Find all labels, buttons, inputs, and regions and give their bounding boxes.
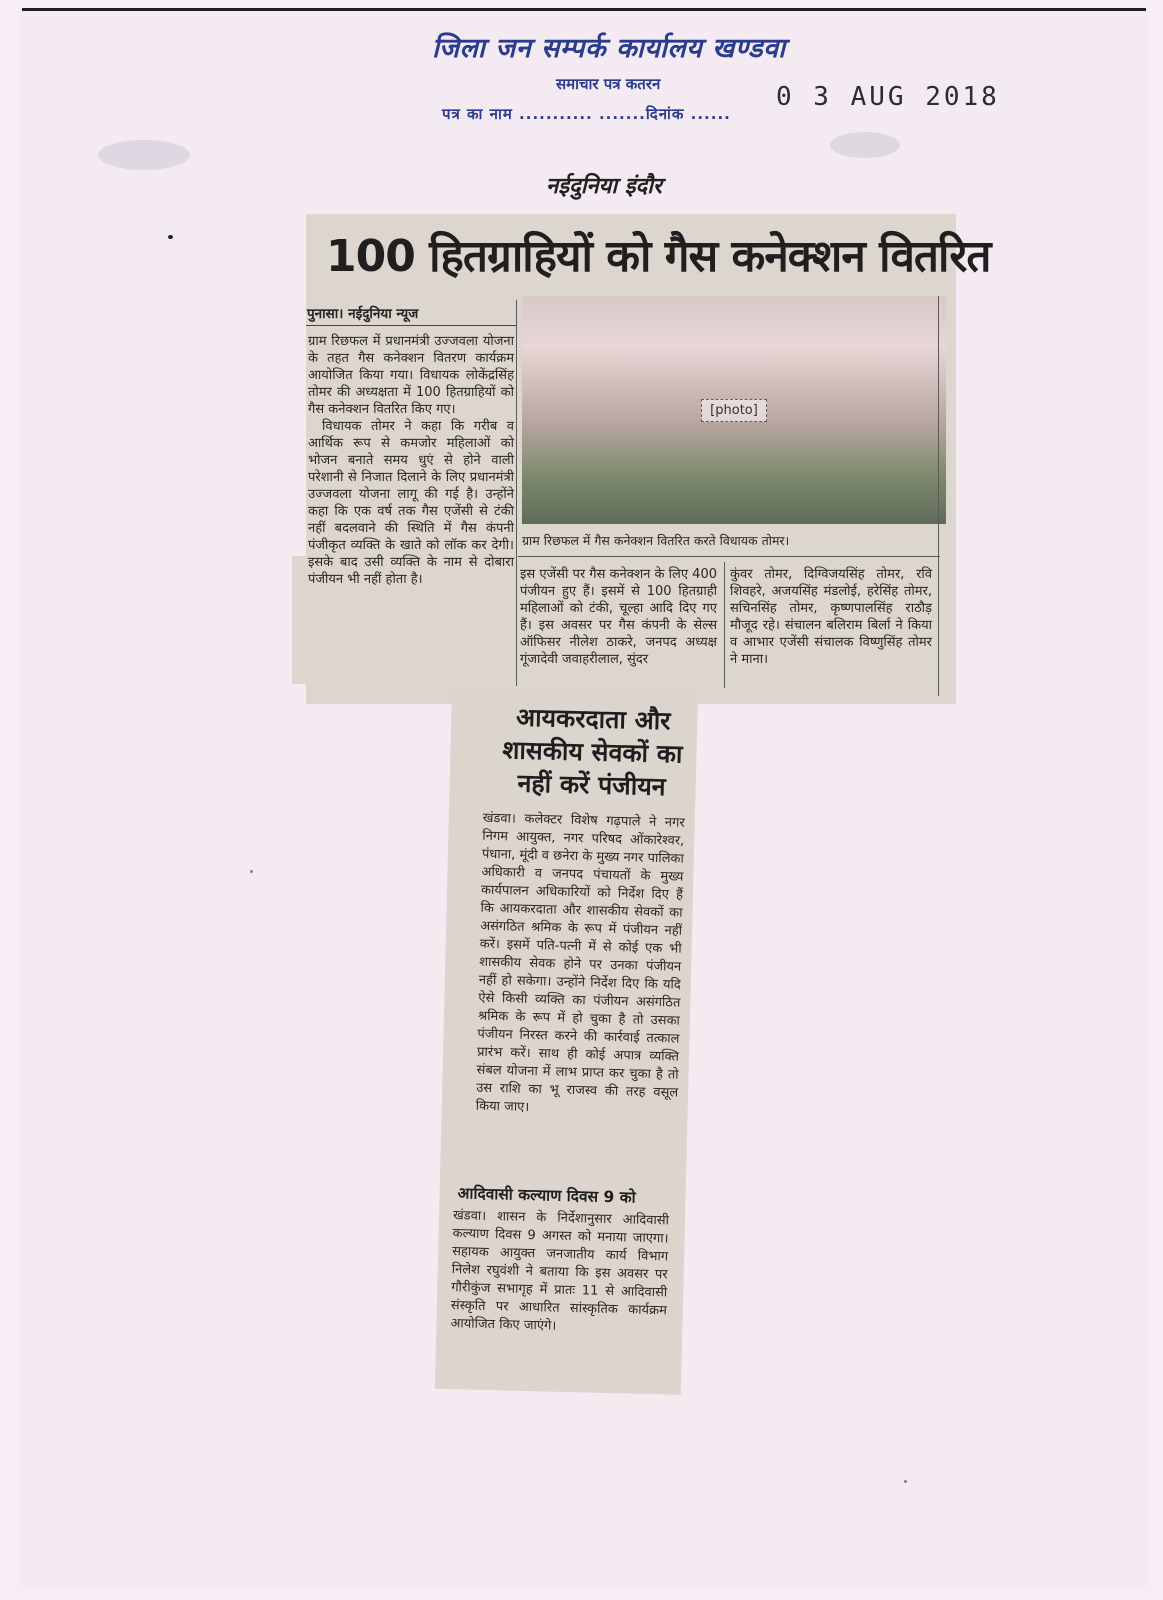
article-headline: आयकरदाता और शासकीय सेवकों का नहीं करें पंजीयन xyxy=(502,702,683,802)
photo-placeholder: [photo] xyxy=(701,399,767,422)
column-divider xyxy=(516,300,517,686)
article-paragraph: कुंवर तोमर, दिग्विजयसिंह तोमर, रवि शिवहरे, अजयसिंह मंडलोई, हरेसिंह तोमर, सचिनसिंह तोमर, कृष्णपालसिंह राठौड़ मौजूद रहे। संचालन बलिराम बिर्ला ने किया व आभार एजेंसी संचालक विष्णुसिंह तोमर ने माना। xyxy=(730,567,932,667)
scan-speck xyxy=(168,235,173,239)
divider xyxy=(306,325,516,326)
article-column-1 xyxy=(308,333,514,588)
clipping-registration-and-tribal-day xyxy=(435,685,698,1395)
scan-smudge xyxy=(830,132,900,158)
scan-smudge xyxy=(98,140,190,170)
scan-speck xyxy=(250,870,253,873)
photo-caption: ग्राम रिछफल में गैस कनेक्शन वितरित करते विधायक तोमर। xyxy=(522,533,790,548)
article-column-2 xyxy=(520,566,717,668)
article-paragraph: इस एजेंसी पर गैस कनेक्शन के लिए 400 पंजीयन हुए हैं। इसमें से 100 हितग्राही महिलाओं को टंकी, चूल्हा आदि दिए गए हैं। इस अवसर पर गैस कंपनी के सेल्स ऑफिसर नीलेश ठाकरे, जनपद अध्यक्ष गूंजादेवी जवाहरीलाल, सुंदर xyxy=(520,567,717,667)
article-body: खंडवा। कलेक्टर विशेष गढ़पाले ने नगर निगम आयुक्त, नगर परिषद ओंकारेश्वर, पंधाना, मूंदी व छनेरा के मुख्य नगर पालिका अधिकारी व जनपद पंचायतों के मुख्य कार्यपालन अधिकारियों को निर्देश दिए हैं कि आयकरदाता और शासकीय सेवकों का असंगठित श्रमिक के रूप में पंजीयन नहीं करें। इसमें पति-पत्नी में से कोई एक भी शासकीय सेवक होने पर उनका पंजीयन नहीं हो सकेगा। उन्होंने निर्देश दिए कि यदि ऐसे किसी व्यक्ति का पंजीयन असंगठित श्रमिक के रूप में हो चुका है तो उसका पंजीयन निरस्त करने की कार्रवाई तत्काल प्रारंभ करें। साथ ही कोई अपात्र व्यक्ति संबल योजना में लाभ प्राप्त कर चुका है तो उस राशि का भू राजस्व की तरह वसूल किया जाए। xyxy=(475,810,685,1116)
article-byline: पुनासा। नईदुनिया न्यूज xyxy=(307,306,419,322)
article-paragraph: विधायक तोमर ने कहा कि गरीब व आर्थिक रूप से कमजोर महिलाओं को भोजन बनाते समय धुएं से होने वाली परेशानी से निजात दिलाने के लिए प्रधानमंत्री उज्जवला योजना लागू की गई है। उन्होंने कहा कि एक वर्ष तक गैस एजेंसी से टंकी नहीं बदलवाने की स्थिति में गैस कंपनी पंजीकृत व्यक्ति के खाते को लॉक कर देगी। इसके बाद उसी व्यक्ति के नाम से दोबारा पंजीयन भी नहीं होता है। xyxy=(308,419,514,587)
news-photo xyxy=(522,296,946,524)
column-divider xyxy=(724,562,725,688)
paper-name-date-line: पत्र का नाम ........... .......दिनांक ...... xyxy=(442,105,731,123)
article-column-3 xyxy=(730,566,932,668)
newspaper-name: नईदुनिया इंदौर xyxy=(546,174,662,199)
scan-speck xyxy=(904,1480,907,1483)
date-stamp: 0 3 AUG 2018 xyxy=(776,82,1000,112)
article-paragraph: ग्राम रिछफल में प्रधानमंत्री उज्जवला योजना के तहत गैस कनेक्शन वितरण कार्यक्रम आयोजित किया गया। विधायक लोकेंद्रसिंह तोमर की अध्यक्षता में 100 हितग्राहियों को गैस कनेक्शन वितरित किए गए। xyxy=(308,334,514,417)
column-divider xyxy=(938,296,939,696)
office-stamp: जिला जन सम्पर्क कार्यालय खण्डवा xyxy=(432,33,786,64)
article-headline: 100 हितग्राहियों को गैस कनेक्शन वितरित xyxy=(326,231,991,282)
clipping-label: समाचार पत्र कतरन xyxy=(556,75,661,93)
article-headline: आदिवासी कल्याण दिवस 9 को xyxy=(457,1184,636,1207)
article-body: खंडवा। शासन के निर्देशानुसार आदिवासी कल्याण दिवस 9 अगस्त को मनाया जाएगा। सहायक आयुक्त जनजातीय कार्य विभाग निलेश रघुवंशी ने बताया कि इस अवसर पर गौरीकुंज सभागृह में प्रातः 11 से आदिवासी संस्कृति पर आधारित सांस्कृतिक कार्यक्रम आयोजित किए जाएंगे। xyxy=(450,1208,670,1334)
divider xyxy=(518,556,940,557)
